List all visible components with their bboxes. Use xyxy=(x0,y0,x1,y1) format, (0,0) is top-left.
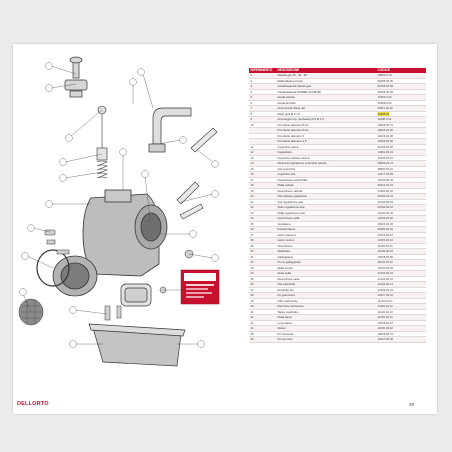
brand-logo: DELLORTO xyxy=(17,401,49,407)
code-cell: 11295.00.03 xyxy=(376,249,426,255)
ref-cell: 12 xyxy=(249,150,276,156)
description-cell: Starter xyxy=(276,326,376,332)
ref-cell: 7 xyxy=(249,106,276,112)
ref-cell: 33 xyxy=(249,265,276,271)
code-cell: 10026.00.50 xyxy=(376,254,426,260)
description-cell: Guarnizione sede xyxy=(276,276,376,282)
ref-cell: 37 xyxy=(249,287,276,293)
ref-cell: 38 xyxy=(249,293,276,299)
code-cell: 09155.40.00 xyxy=(376,89,426,95)
ref-cell: 14 xyxy=(249,161,276,167)
description-cell: Spillo conico xyxy=(276,265,376,271)
ref-cell: 35 xyxy=(249,276,276,282)
description-cell: Cappellotto xyxy=(276,150,376,156)
code-cell: 10026.00.95 xyxy=(376,139,426,145)
description-cell: Vite coperchio xyxy=(276,166,376,172)
code-cell: 10026.00.10 xyxy=(376,320,426,326)
ref-cell: 39 xyxy=(249,298,276,304)
code-cell: 13150.00.10 xyxy=(376,238,426,244)
code-cell: 10100.00.43 xyxy=(376,177,426,183)
code-cell: 12100.00.12 xyxy=(376,282,426,288)
ref-cell: 13 xyxy=(249,155,276,161)
description-cell: Filtro carburante xyxy=(276,298,376,304)
description-cell: Coperchio vite xyxy=(276,172,376,178)
code-cell: 10091.00.10 xyxy=(376,232,426,238)
ref-cell: 16 xyxy=(249,172,276,178)
ref-cell: 40 xyxy=(249,304,276,310)
code-cell: 10100.00.15 xyxy=(376,287,426,293)
description-cell: Molla tappo xyxy=(276,315,376,321)
code-cell: 15466.0.02 xyxy=(376,95,426,101)
ref-cell: 21 xyxy=(249,199,276,205)
ref-cell: 24 xyxy=(249,216,276,222)
code-cell: 10005.00.70 xyxy=(376,331,426,337)
description-cell: Kit tubetto diametro 4,5 xyxy=(276,139,376,145)
table-row xyxy=(249,337,426,343)
code-cell: 10127.00.10 xyxy=(376,293,426,299)
ref-cell: 17 xyxy=(249,177,276,183)
ref-cell: 4 xyxy=(249,89,276,95)
description-cell: Kit tubetto diametro 5 xyxy=(276,133,376,139)
float-bowl xyxy=(89,284,185,366)
description-cell: Vaschetta xyxy=(276,249,376,255)
description-cell: Coperchio valvola minima xyxy=(276,155,376,161)
code-cell: 10100.00.45 xyxy=(376,210,426,216)
code-cell: 10110.01.10 xyxy=(376,304,426,310)
ref-cell: 45 xyxy=(249,331,276,337)
parts-table xyxy=(249,68,426,343)
description-cell: Molla regolazione aria xyxy=(276,210,376,216)
air-pipe xyxy=(149,108,191,152)
ref-cell: 25 xyxy=(249,221,276,227)
description-cell: Gola piccolo filetto del xyxy=(276,106,376,112)
description-cell: Ancoraggio reg. (serbatoio) 5,5 Ø 1,5 xyxy=(276,117,376,123)
ref-cell: 3 xyxy=(249,84,276,90)
ref-cell: 11 xyxy=(249,144,276,150)
description-cell: Vite valvola regolazione xyxy=(276,194,376,200)
description-cell: Vite vaschetta xyxy=(276,282,376,288)
description-cell: Guarnizione valvola xyxy=(276,188,376,194)
header-ref: RIFERIMENTO xyxy=(249,68,276,73)
description-cell: Kit tubetto diametro 8mm xyxy=(276,122,376,128)
code-cell: 20026.00.00 xyxy=(376,221,426,227)
ref-cell: 26 xyxy=(249,227,276,233)
header-code: CODICE xyxy=(376,68,426,73)
description-cell: Valvola gas 35 - 40 - 50 xyxy=(276,73,376,78)
description-cell: Guida del tubo xyxy=(276,100,376,106)
ref-cell: 15 xyxy=(249,166,276,172)
code-cell: 09155.30.00 xyxy=(376,84,426,90)
ref-cell: 1 xyxy=(249,73,276,78)
code-cell: 02430.00.00 xyxy=(376,144,426,150)
description-cell: Ghiera di regolazione coperchio valvola xyxy=(276,161,376,167)
code-cell: 10100.00.20 xyxy=(376,265,426,271)
code-cell: 10026.00.90 xyxy=(376,133,426,139)
header-description: DESCRIZIONE xyxy=(276,68,376,73)
description-cell: Spilo regolazione aria xyxy=(276,205,376,211)
description-cell: Dado gola Ø 6 x 6 xyxy=(276,111,376,117)
description-cell: Tappo vaschetta xyxy=(276,309,376,315)
spring-column xyxy=(97,106,107,178)
ref-cell: 10 xyxy=(249,122,276,128)
carburettor-body xyxy=(53,190,167,296)
code-cell: 10127.00.30 xyxy=(376,337,426,343)
code-cell: 10100.00.10 xyxy=(376,155,426,161)
description-cell: Galleggiante xyxy=(276,254,376,260)
code-cell: 11193.00.10 xyxy=(376,243,426,249)
ref-cell: 42 xyxy=(249,315,276,321)
description-cell: Kit tubetto diametro 6mm xyxy=(276,128,376,134)
code-cell: 09190.02.01 xyxy=(376,194,426,200)
code-cell: 09322.01.01 xyxy=(376,183,426,189)
code-cell: 09180.00.02 xyxy=(376,227,426,233)
parts-table-body xyxy=(249,73,426,342)
catalog-page xyxy=(13,44,437,414)
code-cell: 10026.00.80 xyxy=(376,128,426,134)
description-cell: Molla valvola xyxy=(276,183,376,189)
code-cell: 09000.20.21 xyxy=(376,161,426,167)
dellorto-label-card xyxy=(181,270,219,304)
ref-cell: 18 xyxy=(249,183,276,189)
description-cell: Kit minuteria xyxy=(276,331,376,337)
code-cell: 19502.5.10 xyxy=(376,73,426,78)
description-cell: Rondella vite xyxy=(276,287,376,293)
code-cell: 11002.00.10 xyxy=(376,260,426,266)
description-cell: Cavalcavalvola valvola gas xyxy=(276,84,376,90)
description-cell: Getto minimo xyxy=(276,238,376,244)
ref-cell: 32 xyxy=(249,260,276,266)
description-cell: Leva starter xyxy=(276,320,376,326)
code-cell: 11620.00.02 xyxy=(376,326,426,332)
code-cell: 09511.02.02 xyxy=(376,106,426,112)
code-cell: 14991.00.10 xyxy=(376,150,426,156)
description-cell: Getto massimo xyxy=(276,232,376,238)
code-cell: 12100.00.10 xyxy=(376,276,426,282)
highlighted-code: 09355.00 xyxy=(377,111,390,116)
ref-cell: 22 xyxy=(249,205,276,211)
code-cell: 12377.03.00 xyxy=(376,172,426,178)
code-cell: 10100.00.34 xyxy=(376,271,426,277)
description-cell: Kit raccordo xyxy=(276,337,376,343)
ref-cell: 2 xyxy=(249,78,276,84)
ref-cell: 41 xyxy=(249,309,276,315)
ref-cell: 27 xyxy=(249,232,276,238)
ref-cell: 28 xyxy=(249,238,276,244)
description-cell: Sede spillo xyxy=(276,271,376,277)
cap-assembly xyxy=(65,57,87,97)
description-cell: Perno galleggiante xyxy=(276,260,376,266)
ref-cell: 8 xyxy=(249,111,276,117)
code-cell: 10026.00.70 xyxy=(376,122,426,128)
code-cell: 10100.00.50 xyxy=(376,216,426,222)
description-cell: Ventilatore xyxy=(276,221,376,227)
ref-cell: 43 xyxy=(249,320,276,326)
ref-cell: 34 xyxy=(249,271,276,277)
code-cell: 09155.00.00 xyxy=(376,78,426,84)
description-cell: Coperchio vasca xyxy=(276,144,376,150)
code-cell: 11888.0.02 xyxy=(376,117,426,123)
ref-cell: 29 xyxy=(249,243,276,249)
page-number: 29 xyxy=(409,402,415,407)
code-cell: 10100.00.10 xyxy=(376,199,426,205)
ref-cell: 44 xyxy=(249,326,276,332)
ref-cell: 31 xyxy=(249,254,276,260)
description-cell: Guarnizione spillo xyxy=(276,216,376,222)
description-cell: Guarnizione xyxy=(276,243,376,249)
ref-cell: 30 xyxy=(249,249,276,255)
ref-cell: 36 xyxy=(249,282,276,288)
description-cell: Guida valvola xyxy=(276,95,376,101)
ref-cell: 5 xyxy=(249,95,276,101)
description-cell: Cavalcavalvola SPIDER 40 (38/40) xyxy=(276,89,376,95)
description-cell: Polverizzatore xyxy=(276,227,376,233)
description-cell: Kit guarnizioni xyxy=(276,293,376,299)
ref-cell: 23 xyxy=(249,210,276,216)
code-cell: 15488.0.02 xyxy=(376,100,426,106)
ref-cell: 19 xyxy=(249,188,276,194)
ref-cell: 6 xyxy=(249,100,276,106)
ref-cell: 20 xyxy=(249,194,276,200)
code-cell: 09100.00.10 xyxy=(376,205,426,211)
description-cell: Vite regolazione aria xyxy=(276,199,376,205)
ref-cell: 46 xyxy=(249,337,276,343)
code-cell: 11144.00.01 xyxy=(376,298,426,304)
ref-cell: 9 xyxy=(249,117,276,123)
code-cell: 11020.40.10 xyxy=(376,309,426,315)
code-cell: 11320.00.10 xyxy=(376,315,426,321)
description-cell: Guarnizione superficiale xyxy=(276,177,376,183)
description-cell: Raccordo carburante xyxy=(276,304,376,310)
exploded-diagram xyxy=(13,44,238,379)
code-cell: 14390.00.32 xyxy=(376,188,426,194)
code-cell: 38990.00.10 xyxy=(376,166,426,172)
description-cell: Raffreddatore fresco xyxy=(276,78,376,84)
